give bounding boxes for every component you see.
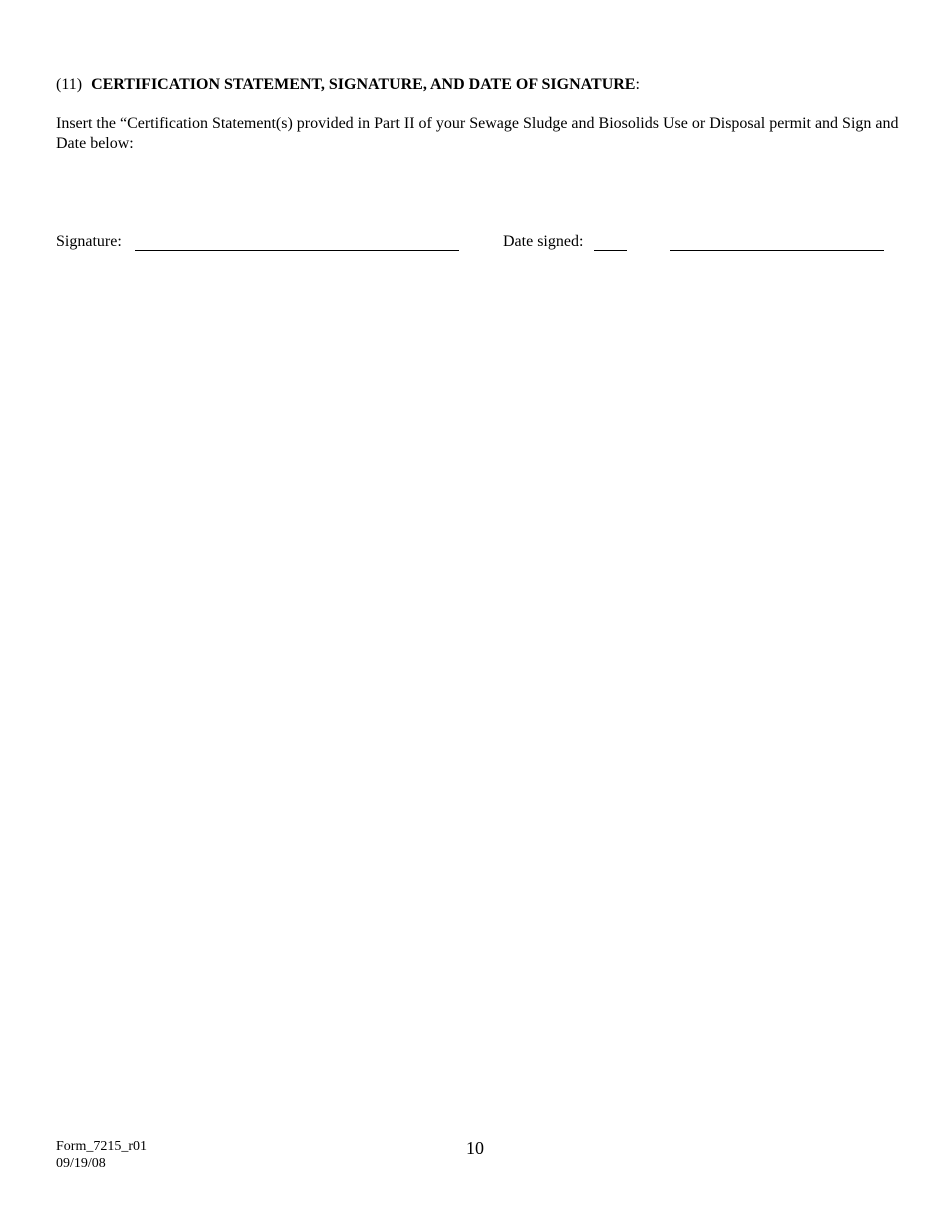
page-number: 10: [466, 1138, 484, 1158]
section-number: (11): [56, 76, 83, 93]
instruction-text: Insert the “Certification Statement(s) provided in Part II of your Sewage Sludge and Biosolids Use or Disposal permit and Sign and Date below:: [56, 115, 899, 152]
footer-form-id: Form_7215_r01: [56, 1139, 147, 1154]
signature-label: Signature:: [56, 233, 122, 250]
date-signed-label: Date signed:: [503, 233, 584, 250]
date-signed-line[interactable]: [670, 250, 884, 251]
section-title-suffix: :: [635, 76, 640, 93]
date-signed-line-short[interactable]: [594, 250, 627, 251]
signature-line[interactable]: [135, 250, 459, 251]
footer-form-date: 09/19/08: [56, 1156, 106, 1171]
section-title: CERTIFICATION STATEMENT, SIGNATURE, AND DATE OF SIGNATURE: [91, 76, 636, 93]
section-heading: [56, 75, 640, 95]
